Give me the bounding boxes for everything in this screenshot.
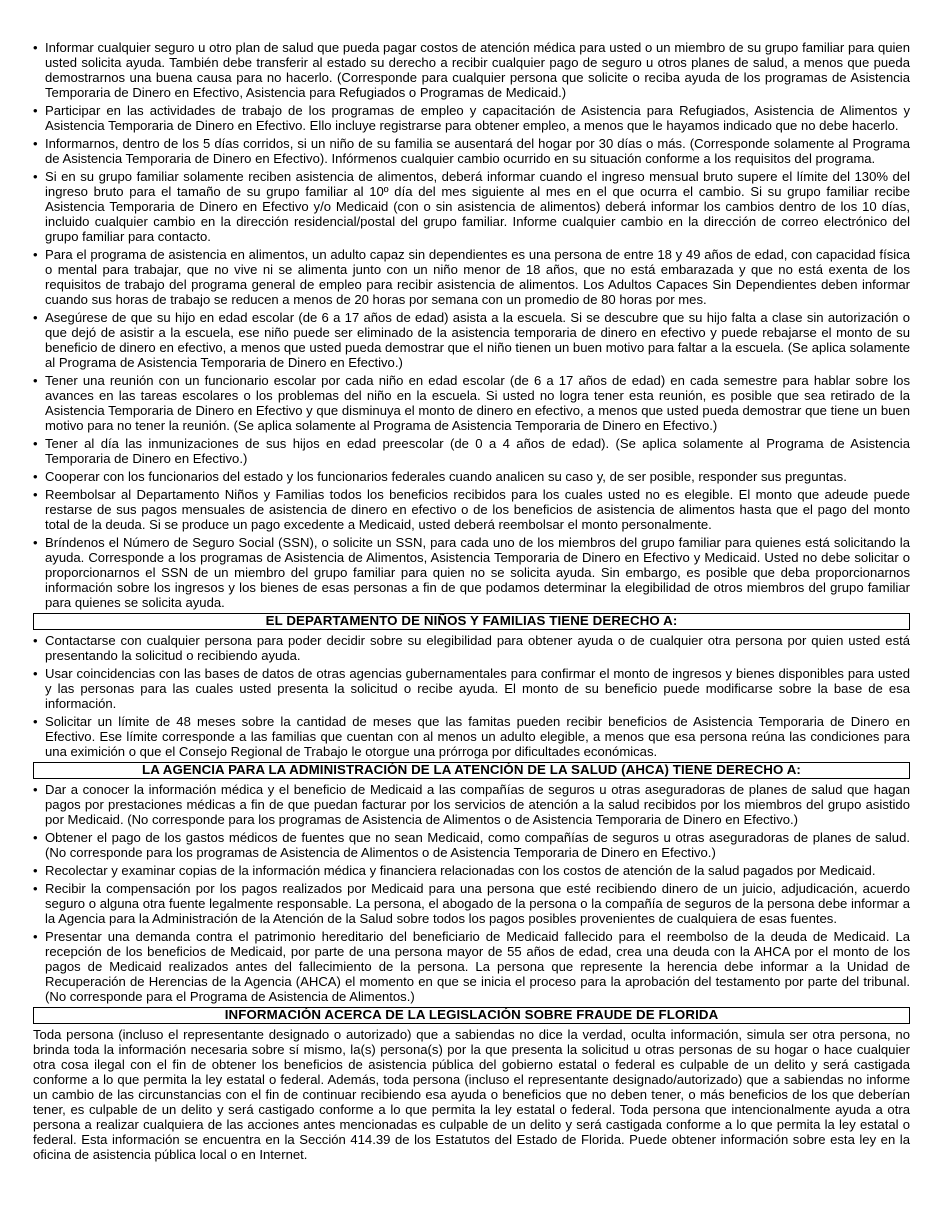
ahca-rights-list [33, 782, 910, 1004]
list-item: • Para el programa de asistencia en alimentos, un adulto capaz sin dependientes es una persona de entre 18 y 49 años de edad, con capacidad física o mental para trabajar, que no vive ni se alimenta junto con un niño menor de 18 años, que no está embarazada y que no está exenta de los requisitos de trabajo del programa general de empleo para recibir asistencia de alimentos. Los Adultos Capaces Sin Dependientes deben informar cuando sus horas de trabajo se reducen a menos de 20 horas por semana con un promedio de 80 horas por mes. [33, 247, 910, 307]
dcf-rights-header: EL DEPARTAMENTO DE NIÑOS Y FAMILIAS TIENE DERECHO A: [33, 613, 910, 630]
fraud-law-header: INFORMACIÓN ACERCA DE LA LEGISLACIÓN SOBRE FRAUDE DE FLORIDA [33, 1007, 910, 1024]
list-item: • Si en su grupo familiar solamente reciben asistencia de alimentos, deberá informar cuando el ingreso mensual bruto supere el límite del 130% del ingreso bruto para el tamaño de su grupo familiar al 10º día del mes siguiente al mes en el que ocurra el cambio. Si su grupo familiar recibe Asistencia Temporaria de Dinero en Efectivo y/o Medicaid (con o sin asistencia de alimentos) deberá informar los cambios dentro de los 10 días, incluido cualquier cambio en la dirección residencial/postal del grupo familiar. Informe cualquier cambio en la dirección de correo electrónico del grupo familiar para contacto. [33, 169, 910, 244]
list-item: • Usar coincidencias con las bases de datos de otras agencias gubernamentales para confirmar el monto de ingresos y bienes disponibles para usted y las personas para las cuales usted presenta la solicitud o recibe ayuda. El monto de su beneficio puede modificarse sobre la base de esa información. [33, 666, 910, 711]
list-item: • Obtener el pago de los gastos médicos de fuentes que no sean Medicaid, como compañías de seguros u otras aseguradoras de planes de salud. (No corresponde para los programas de Asistencia de Alimentos o de Asistencia Temporaria de Dinero en Efectivo.) [33, 830, 910, 860]
list-item: • Tener una reunión con un funcionario escolar por cada niño en edad escolar (de 6 a 17 años de edad) en cada semestre para hablar sobre los avances en las tareas escolares o los problemas del niño en la escuela. Si usted no logra tener esta reunión, es posible que sea retirado de la Asistencia Temporaria de Dinero en Efectivo y que disminuya el monto de dinero en efectivo, a menos que usted pueda demostrar que tiene un buen motivo para no tener la reunión. (Se aplica solamente al Programa de Asistencia Temporaria de Dinero en Efectivo.) [33, 373, 910, 433]
dcf-rights-list [33, 633, 910, 759]
list-item: • Recibir la compensación por los pagos realizados por Medicaid para una persona que esté recibiendo dinero de un juicio, adjudicación, acuerdo seguro o alguna otra fuente legalmente responsable. La persona, el abogado de la persona o la compañía de seguros de la persona debe informar a la Agencia para la Administración de la Atención de la Salud sobre todos los pagos posibles provenientes de cualquiera de esas fuentes. [33, 881, 910, 926]
list-item: • Cooperar con los funcionarios del estado y los funcionarios federales cuando analicen su caso y, de ser posible, responder sus preguntas. [33, 469, 910, 484]
list-item: • Solicitar un límite de 48 meses sobre la cantidad de meses que las famitas pueden recibir beneficios de Asistencia Temporaria de Dinero en Efectivo. Ese límite corresponde a las familias que cuentan con al menos un adulto elegible, a menos que esa persona reúna las condiciones para una eximición o que el Consejo Regional de Trabajo le otorgue una prórroga por dificultades económicas. [33, 714, 910, 759]
list-item: • Informarnos, dentro de los 5 días corridos, si un niño de su familia se ausentará del hogar por 30 días o más. (Corresponde solamente al Programa de Asistencia Temporaria de Dinero en Efectivo). Infórmenos cualquier cambio ocurrido en su situación conforme a los requisitos del programa. [33, 136, 910, 166]
fraud-law-paragraph: Toda persona (incluso el representante designado o autorizado) que a sabiendas no dice la verdad, oculta información, simula ser otra persona, no brinda toda la información necesaria sobre sí mismo, la(s) persona(s) por la que presenta la solicitud u otras personas de su hogar o hace cualquier otra cosa ilegal con el fin de obtener los beneficios de asistencia pública del gobierno estatal o federal es culpable de un delito y será castigada conforme a lo que permita la ley estatal o federal. Además, toda persona (incluso el representante designado/autorizado) que a sabiendas no informe un cambio de las circunstancias con el fin de continuar recibiendo esa ayuda o beneficios que no deben tener, o más beneficios de los que deberían tener, es culpable de un delito y será castigado conforme a lo que permita la ley estatal o federal. Toda persona que intencionalmente ayuda a otra persona a realizar cualquiera de las acciones antes mencionadas es culpable de un delito y será castigada conforme a lo que permita la ley estatal o federal. Esta información se encuentra en la Sección 414.39 de los Estatutos del Estado de Florida. Puede obtener información sobre esta ley en la oficina de asistencia pública local o en Internet. [33, 1027, 910, 1162]
list-item: • Tener al día las inmunizaciones de sus hijos en edad preescolar (de 0 a 4 años de edad). (Se aplica solamente al Programa de Asistencia Temporaria de Dinero en Efectivo.) [33, 436, 910, 466]
ahca-rights-header: LA AGENCIA PARA LA ADMINISTRACIÓN DE LA ATENCIÓN DE LA SALUD (AHCA) TIENE DERECHO A: [33, 762, 910, 779]
list-item: • Bríndenos el Número de Seguro Social (SSN), o solicite un SSN, para cada uno de los miembros del grupo familiar para quienes está solicitando la ayuda. Corresponde a los programas de Asistencia de Alimentos, Asistencia Temporaria de Dinero en Efectivo y Medicaid. Usted no debe solicitar o proporcionarnos el SSN de un miembro del grupo familiar para quien no se solicita ayuda. Sin embargo, es posible que deba proporcionarnos información sobre los ingresos y los bienes de esas personas a fin de que podamos determinar la elegibilidad de otros miembros del grupo familiar para quienes se solicita ayuda. [33, 535, 910, 610]
list-item: • Presentar una demanda contra el patrimonio hereditario del beneficiario de Medicaid fallecido para el reembolso de la deuda de Medicaid. La recepción de los beneficios de Medicaid, por parte de una persona mayor de 55 años de edad, crea una deuda con la AHCA por el monto de los pagos de Medicaid realizados antes del fallecimiento de la persona. La persona que represente la herencia debe informar a la Unidad de Recuperación de Herencias de la Agencia (AHCA) el momento en que se inicia el proceso para la aprobación del testamento por parte del tribunal. (No corresponde para el Programa de Asistencia de Alimentos.) [33, 929, 910, 1004]
client-responsibilities-list [33, 40, 910, 610]
list-item: • Dar a conocer la información médica y el beneficio de Medicaid a las compañías de seguros u otras aseguradoras de planes de salud que hagan pagos por prestaciones médicas a fin de que puedan facturar por los servicios de atención a la salud recibidos por los miembros del grupo asistido por Medicaid. (No corresponde para los programas de Asistencia de Alimentos o de Asistencia Temporaria de Dinero en Efectivo.) [33, 782, 910, 827]
list-item: • Contactarse con cualquier persona para poder decidir sobre su elegibilidad para obtener ayuda o de cualquier otra persona por quien usted está presentando la solicitud o recibiendo ayuda. [33, 633, 910, 663]
list-item: • Participar en las actividades de trabajo de los programas de empleo y capacitación de Asistencia para Refugiados, Asistencia de Alimentos y Asistencia Temporaria de Dinero en Efectivo. Ello incluye registrarse para obtener empleo, a menos que le hayamos indicado que no debe hacerlo. [33, 103, 910, 133]
list-item: • Recolectar y examinar copias de la información médica y financiera relacionadas con los costos de atención de la salud pagados por Medicaid. [33, 863, 910, 878]
list-item: • Asegúrese de que su hijo en edad escolar (de 6 a 17 años de edad) asista a la escuela. Si se descubre que su hijo falta a clase sin autorización o que dejó de asistir a la escuela, ese niño puede ser eliminado de la asistencia temporaria de dinero en efectivo y puede rebajarse el monto de su beneficio de dinero en efectivo, a menos que usted pueda demostrar que el niño tienen un buen motivo para faltar a la escuela. (Se aplica solamente al Programa de Asistencia Temporaria de Dinero en Efectivo.) [33, 310, 910, 370]
list-item: • Informar cualquier seguro u otro plan de salud que pueda pagar costos de atención médica para usted o un miembro de su grupo familiar para quien usted solicita ayuda. También debe transferir al estado su derecho a recibir cualquier pago de seguro u otros planes de salud, a menos que pueda demostrarnos una buena causa para no hacerlo. (Corresponde para cualquier persona que solicite o reciba ayuda de los programas de Asistencia Temporaria de Dinero en Efectivo, Asistencia para Refugiados o Programas de Medicaid.) [33, 40, 910, 100]
list-item: • Reembolsar al Departamento Niños y Familias todos los beneficios recibidos para los cuales usted no es elegible. El monto que adeude puede restarse de sus pagos mensuales de asistencia de dinero en efectivo o de los beneficios de asistencia de alimentos hasta que el pago del monto total de la deuda. Si se produce un pago excedente a Medicaid, usted deberá reembolsar el monto personalmente. [33, 487, 910, 532]
